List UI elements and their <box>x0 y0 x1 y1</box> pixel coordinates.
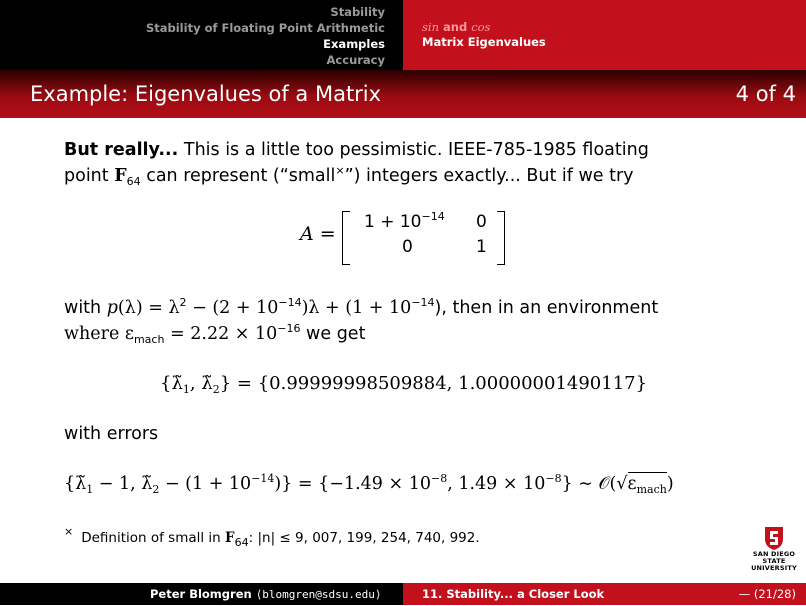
para2-text-b: can represent (“small <box>140 166 336 186</box>
poly-expr-4: ), then in an environment <box>434 298 659 318</box>
subsection-nav <box>403 0 806 70</box>
err-exp-1: −14 <box>251 472 275 485</box>
poly-expr-1: (λ) = λ <box>117 298 180 318</box>
footnote-text: Definition of small in <box>81 530 226 546</box>
polynomial-line <box>64 295 658 321</box>
nav-subsection-matrix-eigenvalues[interactable]: Matrix Eigenvalues <box>422 35 546 49</box>
nav-section-floating-point[interactable]: Stability of Floating Point Arithmetic <box>145 21 385 35</box>
matrix-left-bracket <box>342 211 350 265</box>
err-text-f: } ∼ 𝒪( <box>561 474 617 494</box>
poly-square: 2 <box>179 296 187 309</box>
sin-label: sin <box>422 20 439 34</box>
err-text-a: {λ̃ <box>64 474 87 494</box>
eps-text-c: we get <box>300 324 366 344</box>
float-set-symbol: F <box>114 166 127 186</box>
footer-author <box>0 583 403 605</box>
computed-eigenvalues <box>160 371 647 397</box>
eig-text-c: } = {0.99999998509884, 1.00000001490117} <box>219 373 648 394</box>
talk-title: 11. Stability... a Closer Look <box>422 587 605 601</box>
footnote-64: 64 <box>234 536 249 549</box>
author-name: Peter Blomgren <box>150 587 256 601</box>
eig-text-a: {λ̃ <box>160 373 183 394</box>
top-navigation <box>0 0 806 70</box>
nav-subsection-sin-cos[interactable] <box>422 20 806 35</box>
para1-text: This is a little too pessimistic. IEEE-785-1985 floating <box>178 140 649 160</box>
matrix-cell-a12: 0 <box>476 212 487 232</box>
para2-text-a: point <box>64 166 115 186</box>
page-number: — (21/28) <box>738 587 796 601</box>
footnote <box>64 525 480 551</box>
logo-line-2: UNIVERSITY <box>751 564 797 572</box>
err-text-b: − 1, λ̃ <box>93 474 153 494</box>
para2-text-c: ”) integers exactly... But if we try <box>344 166 634 186</box>
sdsu-logo <box>745 525 803 572</box>
eps-text-a: where ε <box>64 324 134 344</box>
err-text-g: ) <box>666 474 674 494</box>
nav-section-accuracy[interactable]: Accuracy <box>326 53 385 67</box>
matrix-right-bracket <box>497 211 505 265</box>
err-text-d: )} = {−1.49 × 10 <box>274 474 431 494</box>
section-nav <box>0 0 403 70</box>
frame-title-bar <box>0 70 806 118</box>
footer <box>0 583 806 605</box>
float-set-subscript: 64 <box>126 175 141 188</box>
nav-section-stability[interactable]: Stability <box>330 5 385 19</box>
eig-text-b: , λ̃ <box>189 373 213 394</box>
poly-expr-3: )λ + (1 + 10 <box>301 298 412 318</box>
err-exp-2: −8 <box>430 472 448 485</box>
and-label: and <box>439 20 472 34</box>
frame-title: Example: Eigenvalues of a Matrix <box>30 82 382 106</box>
a11-exponent: −14 <box>421 210 445 223</box>
matrix-label: A = <box>300 223 336 245</box>
paragraph-line-2 <box>64 163 634 189</box>
poly-with: with <box>64 298 107 318</box>
machine-epsilon-line <box>64 321 365 347</box>
cos-label: cos <box>471 20 491 34</box>
eig-sub-2: 2 <box>212 383 220 396</box>
matrix-cell-a22: 1 <box>476 237 487 257</box>
nav-section-examples[interactable]: Examples <box>323 37 385 51</box>
author-email: ⟨blomgren@sdsu.edu⟩ <box>255 588 382 601</box>
sdsu-shield-icon <box>763 525 785 551</box>
err-sub-2: 2 <box>152 483 160 496</box>
logo-line-1: SAN DIEGO STATE <box>752 550 796 565</box>
matrix-cell-a21: 0 <box>402 237 413 257</box>
paragraph-line-1 <box>64 137 649 163</box>
sqrt-sign: √ <box>616 474 628 494</box>
eps-exponent: −16 <box>277 322 301 335</box>
poly-expr-2: − (2 + 10 <box>186 298 279 318</box>
poly-exp-1: −14 <box>278 296 302 309</box>
lead-bold: But really... <box>64 140 179 160</box>
footnote-rest: : |n| ≤ 9, 007, 199, 254, 740, 992. <box>248 530 480 546</box>
sqrt-radicand <box>628 472 667 494</box>
error-expression <box>64 471 674 497</box>
footer-talk <box>403 583 806 605</box>
err-exp-3: −8 <box>545 472 562 485</box>
err-sub-1: 1 <box>86 483 94 496</box>
eps-subscript: mach <box>133 333 165 346</box>
frame-counter: 4 of 4 <box>735 82 796 106</box>
footnote-mark: × <box>64 525 74 538</box>
eps-text-b: = 2.22 × 10 <box>164 324 278 344</box>
matrix-cell-a11 <box>364 212 445 232</box>
err-epsilon: ε <box>627 474 637 494</box>
eig-sub-1: 1 <box>182 383 190 396</box>
poly-p: p <box>106 298 118 318</box>
err-mach-subscript: mach <box>636 483 667 496</box>
poly-exp-2: −14 <box>411 296 435 309</box>
err-text-e: , 1.49 × 10 <box>447 474 546 494</box>
err-text-c: − (1 + 10 <box>159 474 252 494</box>
a11-base: 1 + 10 <box>364 212 422 232</box>
with-errors-label: with errors <box>64 424 159 444</box>
footnote-F: F <box>225 530 235 546</box>
footnote-marker: × <box>335 164 345 177</box>
